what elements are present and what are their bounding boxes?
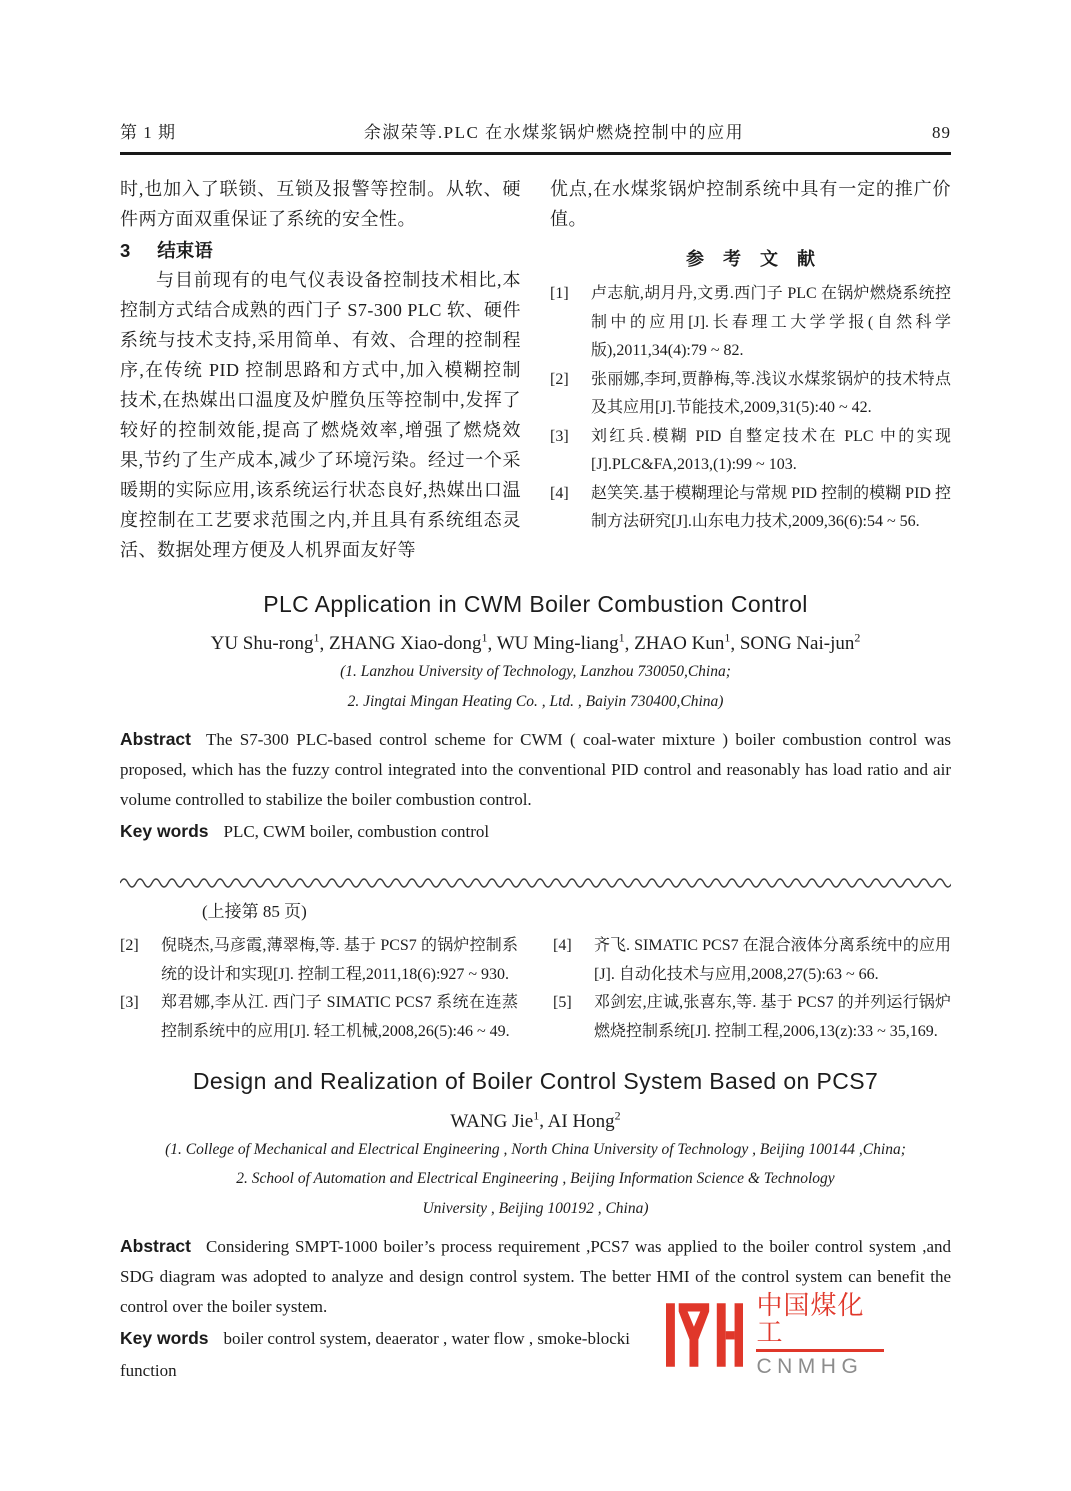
- continuation-left-column: [120, 932, 518, 1046]
- right-column: [550, 174, 951, 565]
- keywords-text-visible-start: boiler control system, deaerator , water flow , smoke-blocki: [223, 1329, 630, 1349]
- running-title: 余淑荣等.PLC 在水煤浆锅炉燃烧控制中的应用: [363, 123, 745, 142]
- carryover-tail-paragraph: 优点,在水煤浆锅炉控制系统中具有一定的推广价值。: [550, 179, 951, 229]
- reference-text: 倪晓杰,马彦霞,薄翠梅,等. 基于 PCS7 的锅炉控制系统的设计和实现[J]. 控制工程,2011,18(6):927 ~ 930.: [161, 937, 518, 983]
- section-title: 结束语: [157, 240, 213, 261]
- article2-title: Design and Realization of Boiler Control System Based on PCS7: [192, 1068, 879, 1095]
- reference-label: [4]: [553, 937, 572, 955]
- continuation-right-column: [553, 932, 951, 1046]
- reference-label: [1]: [550, 285, 569, 302]
- reference-label: [3]: [120, 994, 139, 1012]
- author: WANG Jie$^1$: [450, 1108, 540, 1132]
- reference-item: [553, 989, 951, 1046]
- keywords-text: PLC, CWM boiler, combustion control: [223, 822, 490, 842]
- reference-text: 赵笑笑.基于模糊理论与常规 PID 控制的模糊 PID 控制方法研究[J].山东电力技术,2009,36(6):54 ~ 56.: [591, 484, 951, 530]
- cnmhg-watermark-text: [756, 1292, 884, 1379]
- abstract-label: Abstract: [120, 729, 191, 750]
- author: ZHAO Kun$^1$: [634, 631, 731, 655]
- author: YU Shu-rong$^1$: [210, 631, 320, 655]
- watermark-chinese-name: 中国煤化工: [756, 1290, 865, 1348]
- article2-authors: WANG Jie$^1$, AI Hong$^2$: [450, 1108, 621, 1132]
- abstract-text: The S7-300 PLC-based control scheme for CWM ( coal-water mixture ) boiler combustion control was proposed, which has the fuzzy control integrated into the conventional PID control and reasonably has load ratio and air volume controlled to stabilize the boiler combustion control.: [120, 730, 951, 810]
- reference-label: [3]: [550, 427, 569, 445]
- reference-item: [550, 280, 951, 366]
- reference-text: 郑君娜,李从江. 西门子 SIMATIC PCS7 系统在连蒸控制系统中的应用[J]. 轻工机械,2008,26(5):46 ~ 49.: [161, 994, 518, 1040]
- keywords-label: Key words: [120, 821, 209, 842]
- article2-affiliation-2: 2. School of Automation and Electrical Engineering , Beijing Information Science & Technology: [236, 1170, 835, 1188]
- author: AI Hong$^2$: [547, 1108, 621, 1132]
- reference-text: 刘红兵.模糊 PID 自整定技术在 PLC 中的实现[J].PLC&FA,2013,(1):99 ~ 103.: [591, 427, 951, 473]
- reference-item: [550, 480, 951, 537]
- article2-affiliation-1: (1. College of Mechanical and Electrical Engineering , North China University of Technology , Beijing 100144 ,China;: [165, 1140, 906, 1158]
- reference-label: [2]: [550, 370, 569, 388]
- article1-keywords: [120, 816, 951, 847]
- reference-text: 邓剑宏,庄诚,张喜东,等. 基于 PCS7 的并列运行锅炉燃烧控制系统[J]. 控制工程,2006,13(z):33 ~ 35,169.: [594, 994, 951, 1040]
- reference-label: [5]: [553, 994, 572, 1012]
- reference-item: [550, 423, 951, 480]
- reference-item: [553, 932, 951, 989]
- references-heading: 参考文献: [686, 249, 834, 269]
- section-number: 3: [120, 240, 131, 261]
- author: SONG Nai-jun$^2$: [739, 631, 861, 655]
- reference-item: [120, 989, 518, 1046]
- abstract-text: Considering SMPT-1000 boiler’s process requirement ,PCS7 was applied to the boiler control system ,and SDG diagram was adopted to analyze and design control system. The better HMI of the control system can benefit the control over the boiler system.: [120, 1237, 951, 1317]
- article1-affiliation-2: 2. Jingtai Mingan Heating Co. , Ltd. , Baiyin 730400,China): [347, 692, 724, 710]
- reference-label: [4]: [550, 484, 569, 502]
- page-number: 89: [932, 123, 951, 142]
- reference-item: [120, 932, 518, 989]
- article1-authors: YU Shu-rong$^1$, ZHANG Xiao-dong$^1$, WU Ming-liang$^1$, ZHAO Kun$^1$, SONG Nai-jun$^2$: [210, 631, 861, 655]
- wavy-divider-path: [120, 879, 951, 887]
- wavy-divider: [120, 877, 951, 889]
- left-column: [120, 174, 521, 565]
- issue-label: 第 1 期: [120, 123, 176, 142]
- conclusion-heading: [120, 237, 521, 263]
- conclusion-paragraph: 与目前现有的电气仪表设备控制技术相比,本控制方式结合成熟的西门子 S7-300 PLC 软、硬件系统与技术支持,采用简单、有效、合理的控制程序,在传统 PID 控制思路和方式中,加入模糊控制技术,在热媒出口温度及炉膛负压等控制中,发挥了较好的控制效能,提高了燃烧效率,增强了燃烧效果,节约了生产成本,减少了环境污染。经过一个采暖期的实际应用,该系统运行状态良好,热媒出口温度控制在工艺要求范围之内,并且具有系统组态灵活、数据处理方便及人机界面友好等: [120, 270, 521, 560]
- body-columns: [120, 174, 951, 565]
- english-article-1: [120, 591, 951, 847]
- article1-title: PLC Application in CWM Boiler Combustion Control: [263, 591, 808, 617]
- article2-affiliation-3: University , Beijing 100192 , China): [422, 1199, 649, 1217]
- continued-from-note: (上接第 85 页): [202, 902, 307, 922]
- running-head: [120, 118, 951, 143]
- reference-text: 齐飞. SIMATIC PCS7 在混合液体分离系统中的应用[J]. 自动化技术与应用,2008,27(5):63 ~ 66.: [594, 937, 951, 983]
- mh-glyph: [666, 1304, 743, 1367]
- cnmhg-logo-icon: [666, 1303, 743, 1367]
- abstract-label: Abstract: [120, 1236, 191, 1257]
- article2-keywords-last-line: function: [120, 1361, 177, 1381]
- reference-text: 卢志航,胡月丹,文勇.西门子 PLC 在锅炉燃烧系统控制中的应用[J].长春理工大学学报(自然科学版),2011,34(4):79 ~ 82.: [591, 285, 951, 359]
- reference-item: [550, 366, 951, 423]
- author: WU Ming-liang$^1$: [496, 631, 625, 655]
- continuation-references: [120, 932, 951, 1046]
- carryover-paragraph: 时,也加入了联锁、互锁及报警等控制。从软、硬件两方面双重保证了系统的安全性。: [120, 179, 521, 229]
- cnmhg-watermark: [666, 1290, 888, 1381]
- reference-label: [2]: [120, 937, 139, 955]
- article1-abstract: [120, 724, 951, 815]
- article1-affiliation-1: (1. Lanzhou University of Technology, Lanzhou 730050,China;: [340, 663, 731, 681]
- page-content: [120, 118, 951, 1386]
- author: ZHANG Xiao-dong$^1$: [329, 631, 488, 655]
- reference-text: 张丽娜,李珂,贾静梅,等.浅议水煤浆锅炉的技术特点及其应用[J].节能技术,2009,31(5):40 ~ 42.: [591, 370, 951, 416]
- watermark-latin-name: CNMHG: [756, 1349, 884, 1379]
- keywords-label: Key words: [120, 1328, 209, 1349]
- header-rule: [120, 152, 951, 155]
